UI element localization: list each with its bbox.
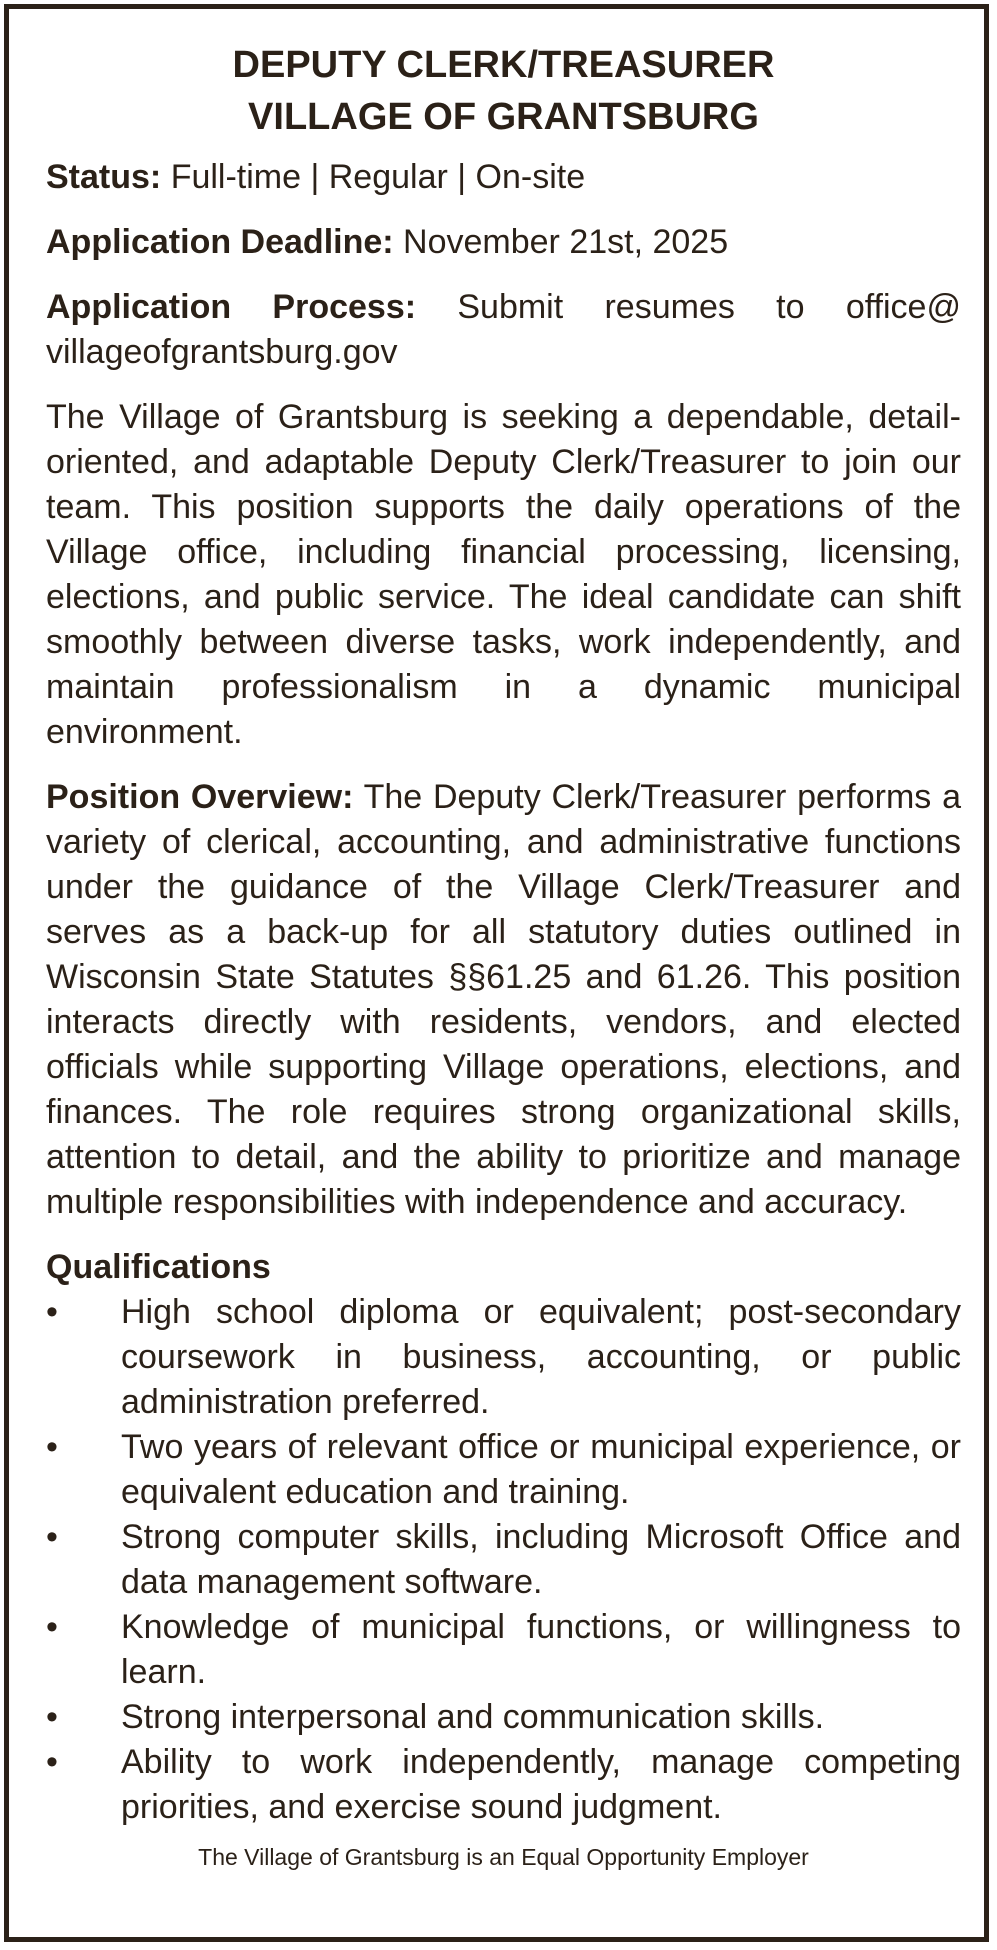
bullet-icon: • xyxy=(46,1608,58,1646)
deadline-label: Application Deadline: xyxy=(46,223,394,261)
overview-label: Position Overview: xyxy=(46,778,354,816)
bullet-icon: • xyxy=(46,1743,58,1781)
qualification-text: Ability to work independently, manage competing priorities, and exercise sound judgment. xyxy=(121,1743,961,1826)
qualifications-heading: Qualifications xyxy=(46,1248,271,1286)
job-title-line-2: VILLAGE OF GRANTSBURG xyxy=(248,96,759,138)
qualification-text: Strong computer skills, including Microsoft Office and data management software. xyxy=(121,1518,961,1601)
job-title xyxy=(46,39,961,143)
list-item xyxy=(46,1515,961,1605)
application-process xyxy=(46,285,961,375)
list-item xyxy=(46,1740,961,1830)
qualification-text: Strong interpersonal and communication skills. xyxy=(121,1698,825,1736)
status-line xyxy=(46,155,961,200)
bullet-icon: • xyxy=(46,1518,58,1556)
qualification-text: Two years of relevant office or municipal experience, or equivalent education and training. xyxy=(121,1428,961,1511)
deadline-value: November 21st, 2025 xyxy=(403,223,729,261)
deadline-line xyxy=(46,220,961,265)
position-overview xyxy=(46,775,961,1225)
ad-border-frame xyxy=(4,4,989,1942)
qualifications-list xyxy=(46,1290,961,1830)
qualification-text: High school diploma or equivalent; post-secondary coursework in business, accounting, or public administration preferred. xyxy=(121,1293,961,1421)
process-value: Submit resumes to office@ villageofgrantsburg.gov xyxy=(46,288,961,371)
list-item xyxy=(46,1605,961,1695)
list-item xyxy=(46,1695,961,1740)
status-value: Full-time | Regular | On-site xyxy=(170,158,586,196)
bullet-icon: • xyxy=(46,1698,58,1736)
bullet-icon: • xyxy=(46,1428,58,1466)
list-item xyxy=(46,1290,961,1425)
bullet-icon: • xyxy=(46,1293,58,1331)
process-label: Application Process: xyxy=(46,288,417,326)
job-title-line-1: DEPUTY CLERK/TREASURER xyxy=(232,44,775,86)
overview-text: The Deputy Clerk/Treasurer performs a variety of clerical, accounting, and administrative functions under the guidance of the Village Clerk/Treasurer and serves as a back-up for all statutory duties outlined in Wisconsin State Statutes §§61.25 and 61.26. This position interacts directly with residents, vendors, and elected officials while supporting Village operations, elections, and finances. The role requires strong organizational skills, attention to detail, and the ability to prioritize and manage multiple responsibilities with independence and accuracy. xyxy=(46,778,961,1221)
list-item xyxy=(46,1425,961,1515)
status-label: Status: xyxy=(46,158,162,196)
intro-paragraph: The Village of Grantsburg is seeking a dependable, detail-oriented, and adaptable Deputy Clerk/Treasurer to join our team. This position supports the daily operations of the Village office, including financial processing, licensing, elections, and public service. The ideal candidate can shift smoothly between diverse tasks, work independently, and maintain professionalism in a dynamic municipal environment. xyxy=(46,398,961,751)
ad-content xyxy=(46,39,961,1872)
qualification-text: Knowledge of municipal functions, or willingness to learn. xyxy=(121,1608,961,1691)
equal-opportunity-footer: The Village of Grantsburg is an Equal Opportunity Employer xyxy=(198,1844,809,1870)
